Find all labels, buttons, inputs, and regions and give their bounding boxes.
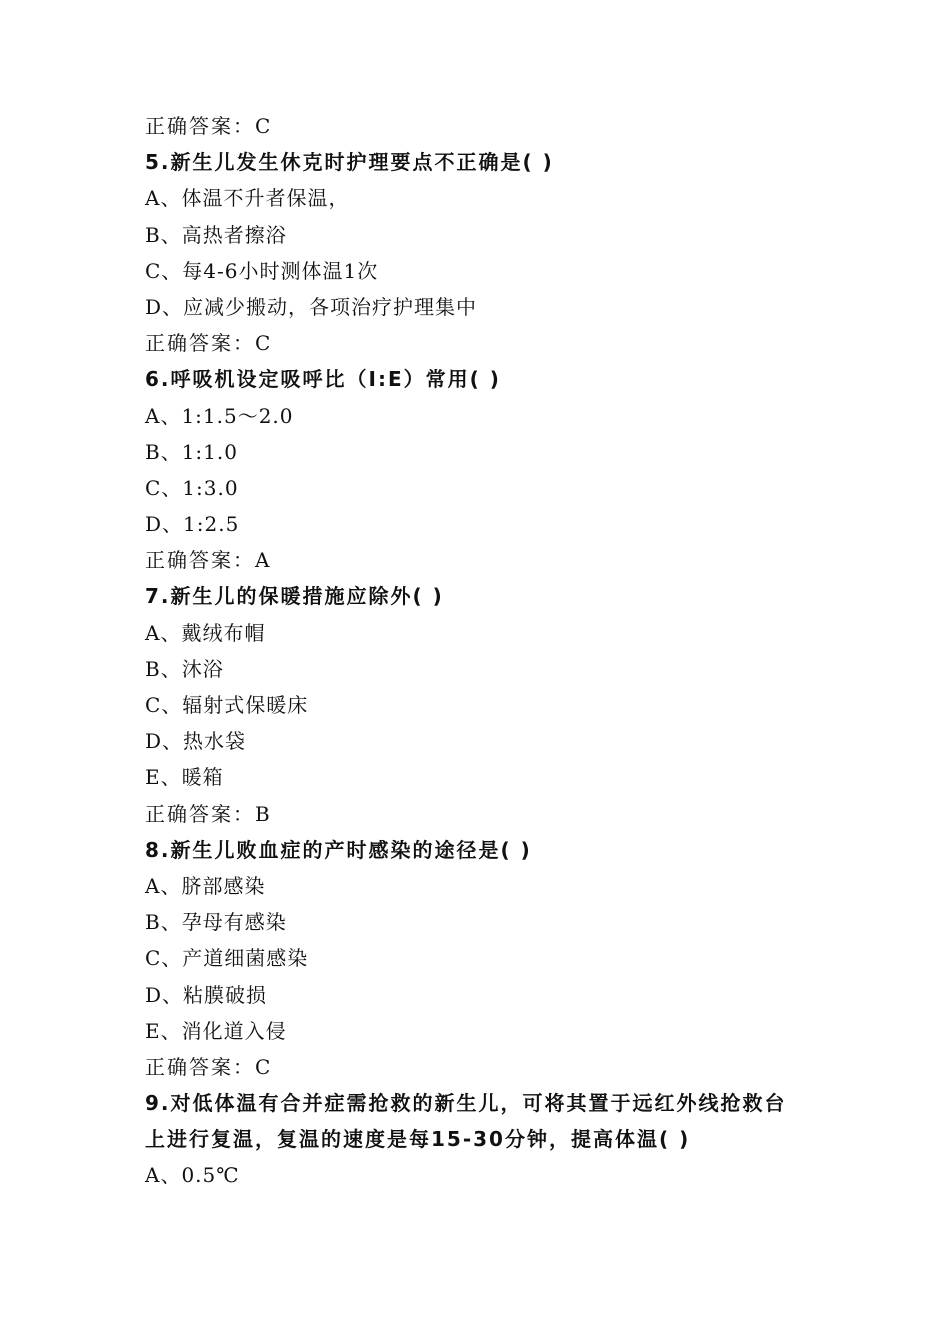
question-line: 9.对低体温有合并症需抢救的新生儿，可将其置于远红外线抢救台 xyxy=(145,1091,787,1116)
option-line: A、脐部感染 xyxy=(145,873,266,898)
document-content xyxy=(145,108,815,1194)
option-line: B、沐浴 xyxy=(145,656,224,681)
question-line-continued: 上进行复温，复温的速度是每15-30分钟，提高体温( ) xyxy=(145,1127,691,1152)
option-line: C、1:3.0 xyxy=(145,475,239,500)
option-line: C、每4-6小时测体温1次 xyxy=(145,258,379,283)
option-line: E、暖箱 xyxy=(145,765,224,790)
option-line: A、1:1.5～2.0 xyxy=(145,403,294,428)
option-line: D、粘膜破损 xyxy=(145,982,268,1007)
option-line: A、体温不升者保温， xyxy=(145,186,350,211)
option-line: E、消化道入侵 xyxy=(145,1018,287,1043)
option-line: C、辐射式保暖床 xyxy=(145,693,309,717)
answer-line: 正确答案：B xyxy=(145,801,272,826)
option-line: B、孕母有感染 xyxy=(145,910,287,935)
option-line: A、戴绒布帽 xyxy=(145,620,266,645)
answer-line: 正确答案：A xyxy=(145,548,272,573)
option-line: A、0.5℃ xyxy=(145,1163,240,1188)
option-line: B、高热者擦浴 xyxy=(145,222,287,247)
question-line: 8.新生儿败血症的产时感染的途径是( ) xyxy=(145,837,532,862)
option-line: D、热水袋 xyxy=(145,729,247,754)
answer-line: 正确答案：C xyxy=(145,1054,273,1079)
answer-line: 正确答案：C xyxy=(145,114,273,138)
option-line: B、1:1.0 xyxy=(145,439,238,464)
option-line: C、产道细菌感染 xyxy=(145,946,309,971)
question-line: 6.呼吸机设定吸呼比（I:E）常用( ) xyxy=(145,367,501,392)
option-line: D、应减少搬动，各项治疗护理集中 xyxy=(145,294,478,319)
question-line: 5.新生儿发生休克时护理要点不正确是( ) xyxy=(145,150,554,175)
question-line: 7.新生儿的保暖措施应除外( ) xyxy=(145,584,444,609)
answer-line: 正确答案：C xyxy=(145,331,273,356)
option-line: D、1:2.5 xyxy=(145,512,240,537)
